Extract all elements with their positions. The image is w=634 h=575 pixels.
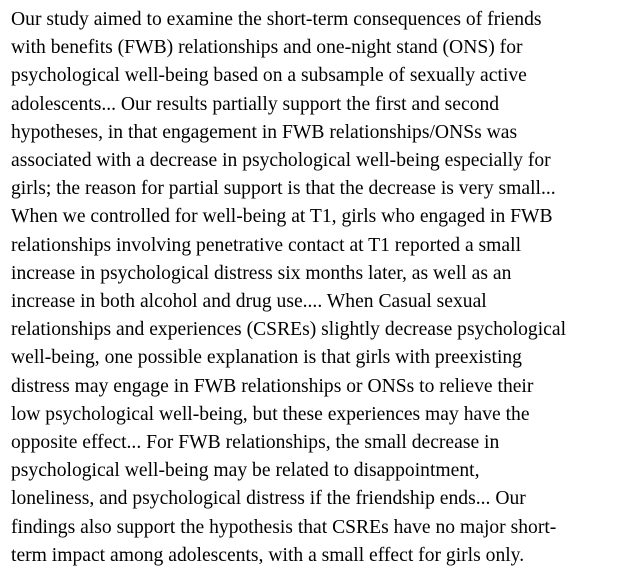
text-line: When we controlled for well-being at T1, girls who engaged in FWB [11, 206, 553, 228]
text-line: loneliness, and psychological distress if the friendship ends... Our [11, 488, 526, 510]
text-line: opposite effect... For FWB relationships, the small decrease in [11, 432, 500, 454]
text-line: increase in psychological distress six months later, as well as an [11, 262, 512, 284]
text-line: increase in both alcohol and drug use.... When Casual sexual [11, 291, 487, 313]
text-line: distress may engage in FWB relationships or ONSs to relieve their [11, 375, 534, 397]
text-line: girls; the reason for partial support is that the decrease is very small... [11, 178, 556, 200]
text-line: adolescents... Our results partially support the first and second [11, 93, 500, 115]
text-line: relationships and experiences (CSREs) slightly decrease psychological [11, 319, 567, 341]
text-line: with benefits (FWB) relationships and one-night stand (ONS) for [11, 37, 523, 59]
text-line: psychological well-being based on a subsample of sexually active [11, 65, 527, 87]
text-line: term impact among adolescents, with a small effect for girls only. [11, 544, 525, 566]
text-line: findings also support the hypothesis that CSREs have no major short- [11, 516, 557, 538]
quote-paragraph [11, 6, 631, 570]
text-line: hypotheses, in that engagement in FWB relationships/ONSs was [11, 121, 518, 143]
text-line: relationships involving penetrative contact at T1 reported a small [11, 234, 522, 256]
text-line: psychological well-being may be related to disappointment, [11, 460, 480, 482]
text-line: well-being, one possible explanation is that girls with preexisting [11, 347, 522, 369]
text-line: low psychological well-being, but these experiences may have the [11, 403, 530, 425]
text-line: associated with a decrease in psychological well-being especially for [11, 150, 551, 172]
text-line: Our study aimed to examine the short-term consequences of friends [11, 9, 542, 30]
